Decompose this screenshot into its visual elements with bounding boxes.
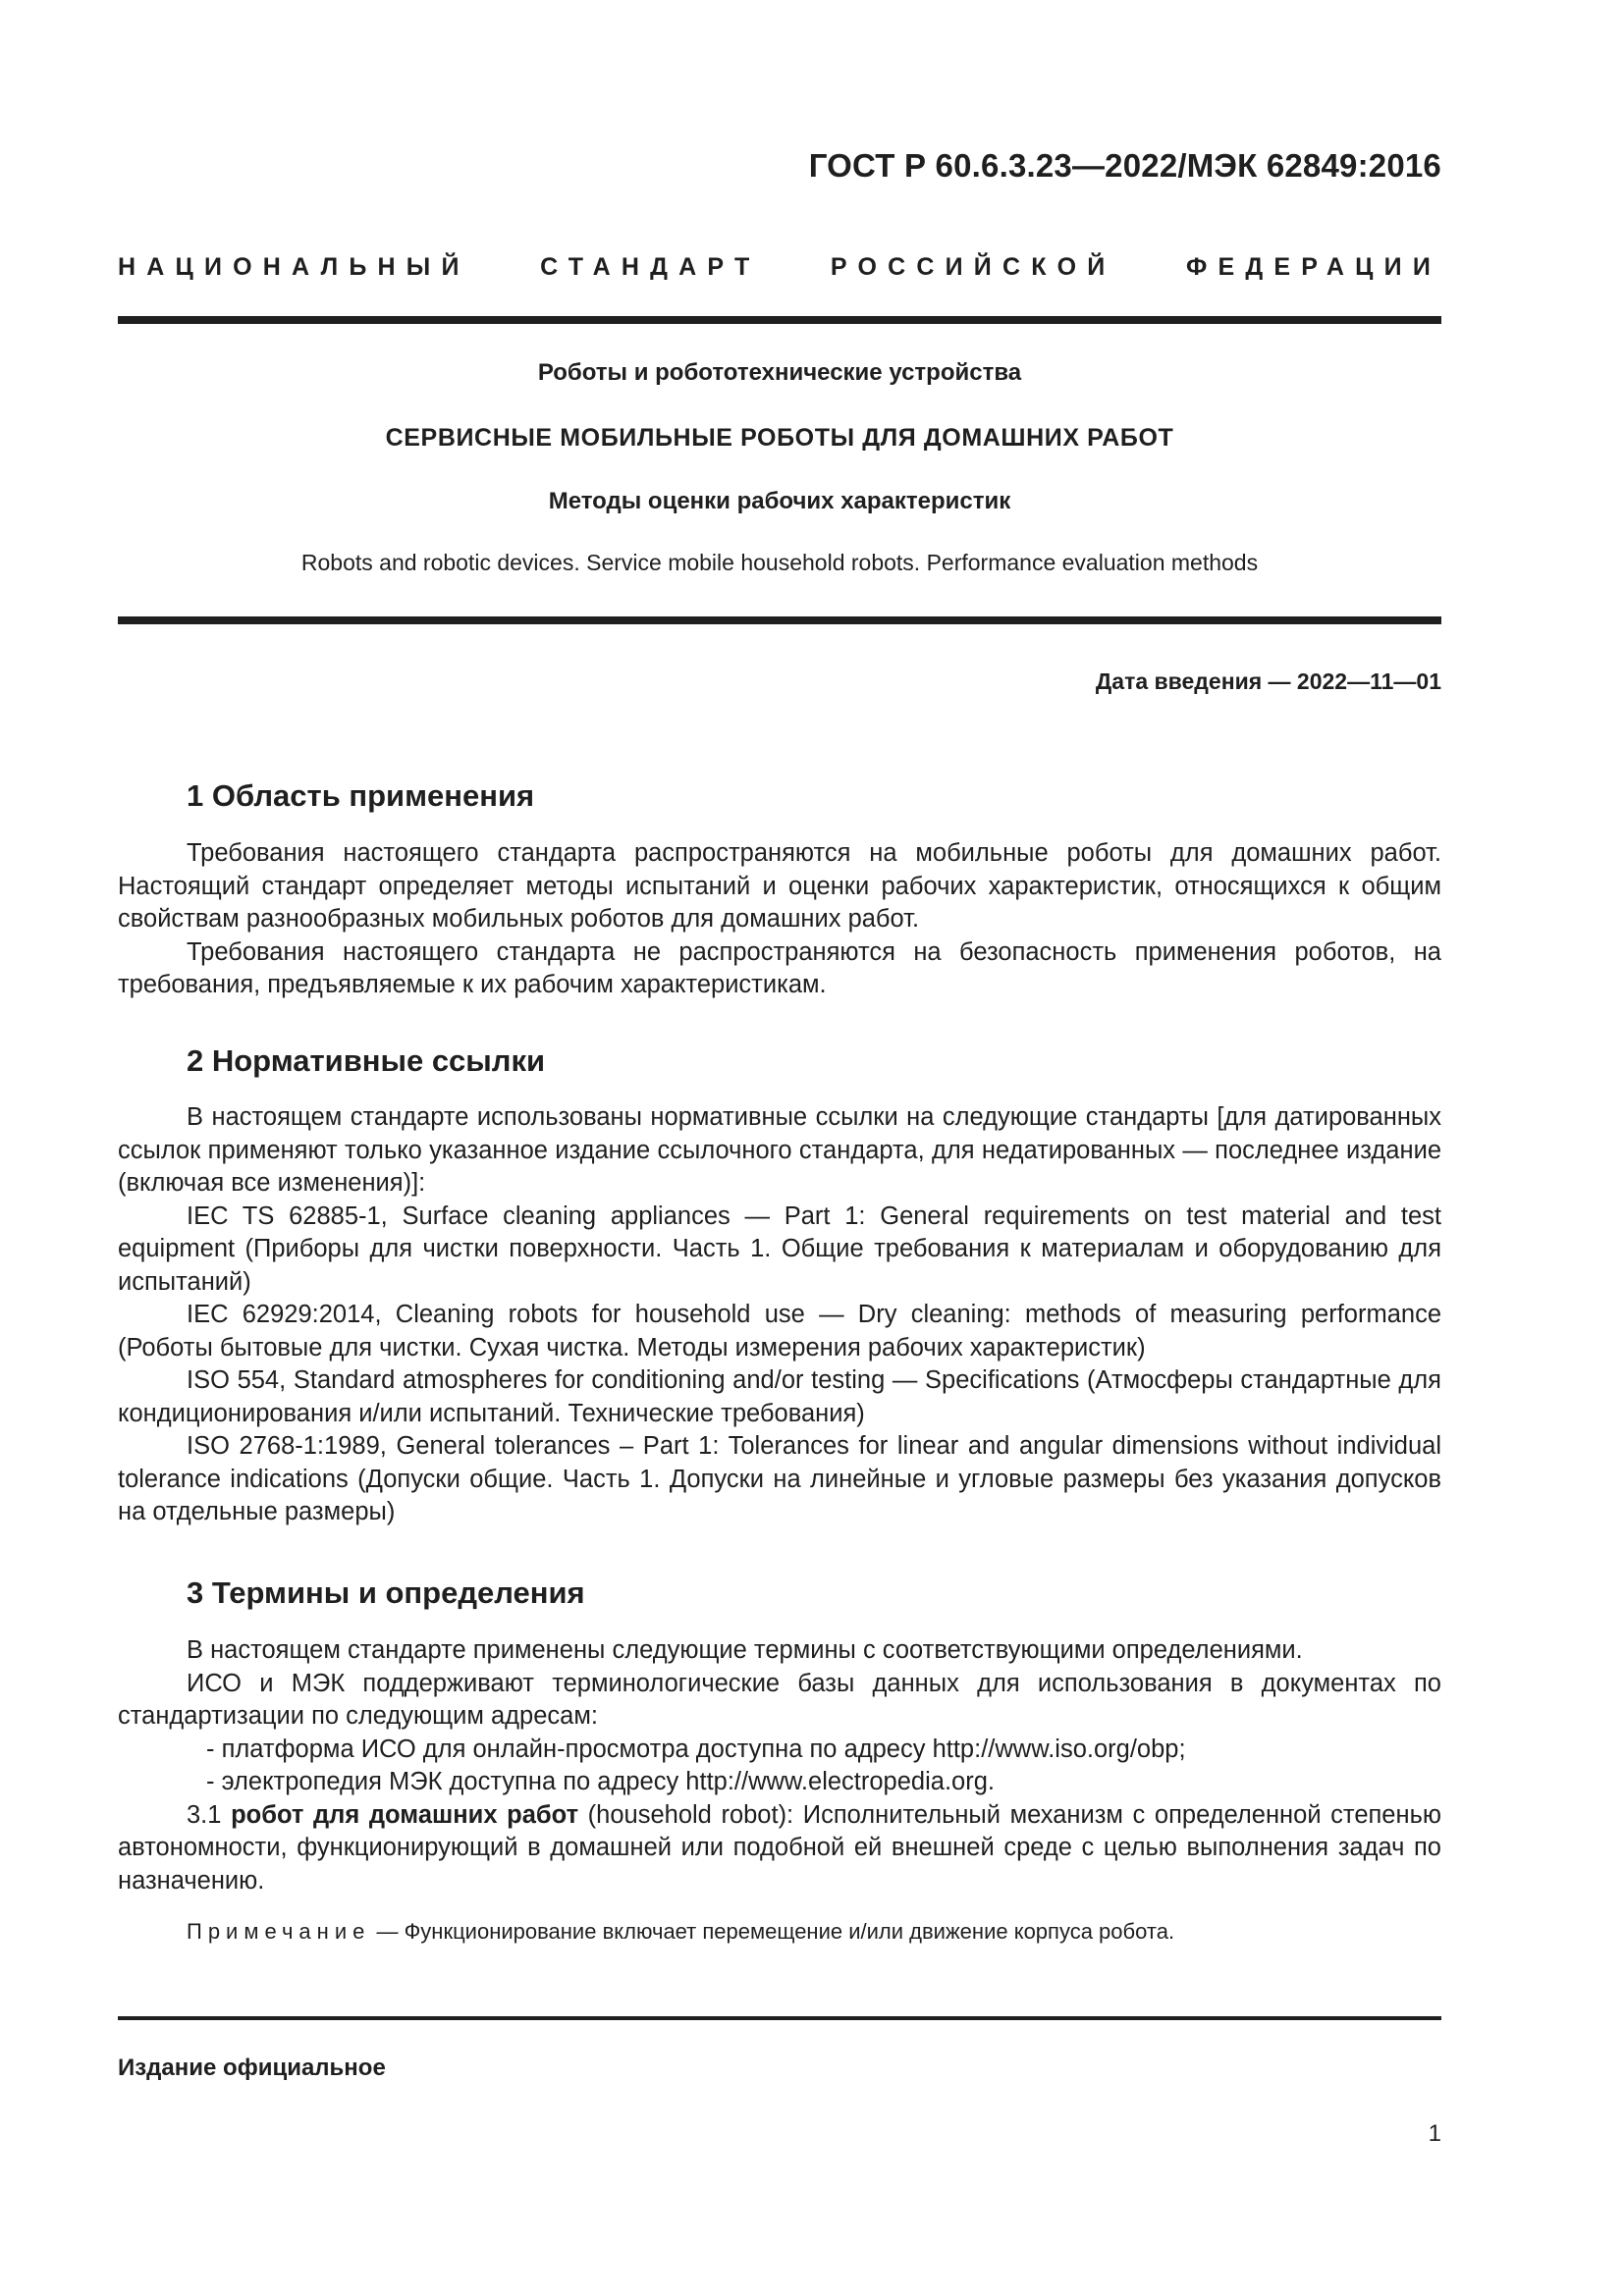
reference-item: IEC 62929:2014, Cleaning robots for household use — Dry cleaning: methods of measuring performance (Роботы бытовые для чистки. Сухая чистка. Методы измерения рабочих характеристик)	[118, 1301, 1441, 1362]
official-edition: Издание официальное	[118, 2055, 386, 2081]
address-item: - платформа ИСО для онлайн-просмотра доступна по адресу http://www.iso.org/obp;	[206, 1735, 1186, 1763]
section1-paragraph: Требования настоящего стандарта не распространяются на безопасность применения роботов, на требования, предъявляемые к их рабочим характеристикам.	[118, 937, 1441, 998]
term-number: 3.1	[187, 1800, 232, 1829]
note-text: — Функционирование включает перемещение и/или движение корпуса робота.	[370, 1919, 1175, 1944]
section3-body	[118, 1634, 1441, 1897]
section3-heading: 3 Термины и определения	[187, 1575, 585, 1610]
section3-paragraph: ИСО и МЭК поддерживают терминологические базы данных для использования в документах по стандартизации по следующим адресам:	[118, 1669, 1441, 1730]
title-group: Роботы и робототехнические устройства	[537, 359, 1022, 386]
term-name: робот для домашних работ	[231, 1800, 579, 1829]
section2-paragraph: В настоящем стандарте использованы нормативные ссылки на следующие стандарты [для датированных ссылок применяют только указанное издание ссылочного стандарта, для недатированных — последнее издание (включая все изменения)]:	[118, 1103, 1441, 1197]
title-sub: Методы оценки рабочих характеристик	[548, 488, 1011, 514]
footer-rule	[118, 2016, 1441, 2020]
term-text: (household robot): Исполнительный механизм с определенной степенью автономности, функционирующий в домашней или подобной ей внешней среде с целью выполнения задач по назначению.	[118, 1800, 1441, 1895]
standard-number: ГОСТ Р 60.6.3.23—2022/МЭК 62849:2016	[808, 147, 1441, 184]
section1-body	[118, 837, 1441, 1002]
section3-paragraph: В настоящем стандарте применены следующие термины с соответствующими определениями.	[187, 1636, 1303, 1664]
title-english: Robots and robotic devices. Service mobile household robots. Performance evaluation methods	[300, 550, 1259, 575]
section1-paragraph: Требования настоящего стандарта распространяются на мобильные роботы для домашних работ. Настоящий стандарт определяет методы испытаний и оценки рабочих характеристик, относящихся к общим свойствам разнообразных мобильных роботов для домашних работ.	[118, 839, 1441, 933]
section1-heading: 1 Область применения	[187, 778, 535, 813]
title-main: СЕРВИСНЫЕ МОБИЛЬНЫЕ РОБОТЫ ДЛЯ ДОМАШНИХ РАБОТ	[385, 424, 1174, 452]
reference-item: ISO 2768-1:1989, General tolerances – Part 1: Tolerances for linear and angular dimensions without individual tolerance indications (Допуски общие. Часть 1. Допуски на линейные и угловые размеры без указания допусков на отдельные размеры)	[118, 1432, 1441, 1525]
section2-body	[118, 1101, 1441, 1529]
reference-item: IEC TS 62885-1, Surface cleaning appliances — Part 1: General requirements on test material and test equipment (Приборы для чистки поверхности. Часть 1. Общие требования к материалам и оборудованию для испытаний)	[118, 1201, 1441, 1296]
note	[187, 1919, 1174, 1945]
national-standard-banner: НАЦИОНАЛЬНЫЙ СТАНДАРТ РОССИЙСКОЙ ФЕДЕРАЦИИ	[118, 253, 1441, 281]
top-rule	[118, 316, 1441, 324]
intro-date: Дата введения — 2022—11—01	[1095, 668, 1441, 694]
reference-item: ISO 554, Standard atmospheres for conditioning and/or testing — Specifications (Атмосферы стандартные для кондиционирования и/или испытаний. Технические требования)	[118, 1366, 1441, 1427]
section2-heading: 2 Нормативные ссылки	[187, 1043, 546, 1078]
page-number: 1	[1428, 2120, 1441, 2147]
note-label: Примечание	[187, 1919, 371, 1944]
address-item: - электропедия МЭК доступна по адресу http://www.electropedia.org.	[206, 1768, 995, 1795]
term-definition	[118, 1799, 1441, 1898]
title-bottom-rule	[118, 616, 1441, 624]
